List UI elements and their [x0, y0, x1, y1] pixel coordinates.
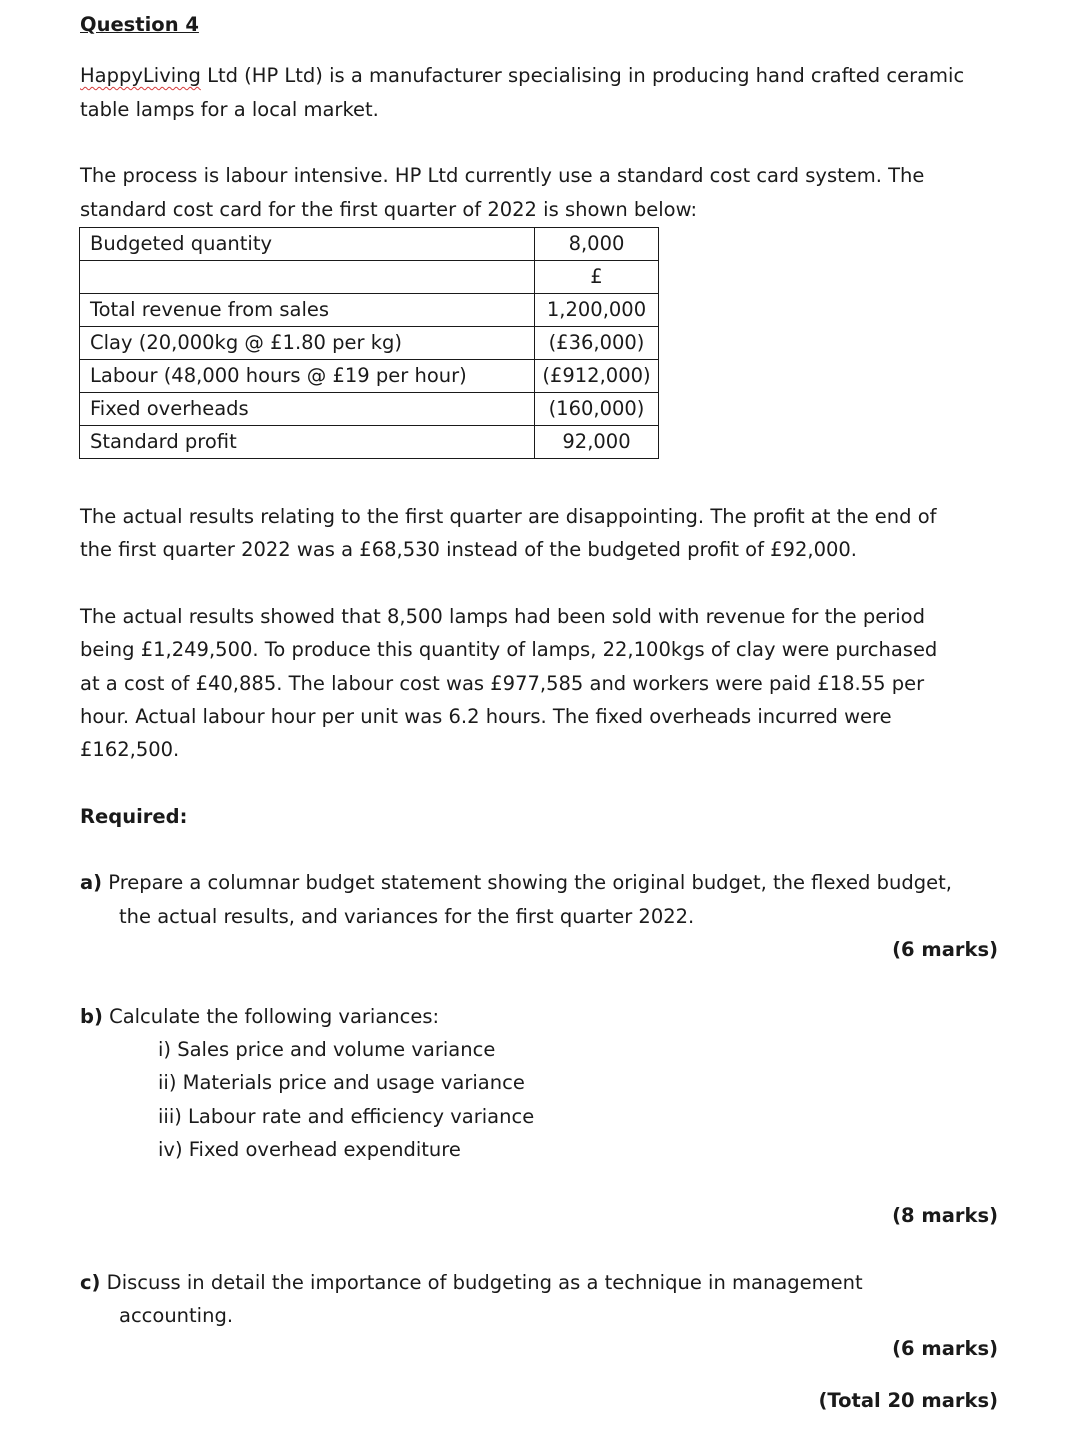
- part-c-line-2: accounting.: [119, 1304, 234, 1327]
- standard-cost-card-table: [79, 227, 659, 459]
- question-title: Question 4: [80, 13, 199, 36]
- row-value: 92,000: [535, 426, 659, 459]
- part-c-text: Discuss in detail the importance of budgeting as a technique in management: [100, 1271, 863, 1294]
- row-value: £: [535, 261, 659, 294]
- actuals-p1-line-2: the first quarter 2022 was a £68,530 instead of the budgeted profit of £92,000.: [80, 538, 857, 561]
- row-label: [80, 261, 535, 294]
- total-marks: (Total 20 marks): [818, 1389, 998, 1412]
- part-a-label: a): [80, 871, 103, 894]
- row-label: Clay (20,000kg @ £1.80 per kg): [80, 327, 535, 360]
- process-line-2: standard cost card for the first quarter of 2022 is shown below:: [80, 198, 698, 221]
- table-row: [80, 327, 659, 360]
- part-a-text: Prepare a columnar budget statement showing the original budget, the flexed budget,: [102, 871, 952, 894]
- row-value: 1,200,000: [535, 294, 659, 327]
- row-value: (£36,000): [535, 327, 659, 360]
- table-row: [80, 261, 659, 294]
- part-a-line-1: [80, 866, 1010, 900]
- row-label: Total revenue from sales: [80, 294, 535, 327]
- part-b-line-1: [80, 1000, 1010, 1034]
- part-b-item: iii) Labour rate and efficiency variance: [158, 1105, 535, 1128]
- actuals-p2-line-4: hour. Actual labour hour per unit was 6.2 hours. The fixed overheads incurred were: [80, 705, 892, 728]
- row-value: (160,000): [535, 393, 659, 426]
- row-label: Labour (48,000 hours @ £19 per hour): [80, 360, 535, 393]
- part-a-marks: (6 marks): [892, 938, 998, 961]
- actuals-p2-line-2: being £1,249,500. To produce this quantity of lamps, 22,100kgs of clay were purchased: [80, 638, 938, 661]
- intro-rest: Ltd (HP Ltd) is a manufacturer specialising in producing hand crafted ceramic: [200, 64, 965, 87]
- part-b-text: Calculate the following variances:: [102, 1005, 440, 1028]
- actuals-p2-line-5: £162,500.: [80, 738, 180, 761]
- row-label: Fixed overheads: [80, 393, 535, 426]
- intro-line-1: [80, 59, 1010, 93]
- part-a-line-2: the actual results, and variances for the first quarter 2022.: [119, 905, 695, 928]
- part-c-label: c): [80, 1271, 101, 1294]
- part-c-marks: (6 marks): [892, 1337, 998, 1360]
- required-heading: Required:: [80, 805, 188, 828]
- intro-line-2: table lamps for a local market.: [80, 98, 379, 121]
- actuals-p1-line-1: The actual results relating to the first quarter are disappointing. The profit at the end of: [80, 505, 937, 528]
- part-b-item: i) Sales price and volume variance: [158, 1038, 496, 1061]
- row-label: Budgeted quantity: [80, 228, 535, 261]
- part-c-line-1: [80, 1266, 1010, 1300]
- process-line-1: The process is labour intensive. HP Ltd currently use a standard cost card system. The: [80, 164, 925, 187]
- row-value: 8,000: [535, 228, 659, 261]
- part-b-marks: (8 marks): [892, 1204, 998, 1227]
- table-row: [80, 393, 659, 426]
- actuals-p2-line-1: The actual results showed that 8,500 lamps had been sold with revenue for the period: [80, 605, 925, 628]
- company-name: HappyLiving: [80, 64, 201, 87]
- part-b-label: b): [80, 1005, 103, 1028]
- actuals-p2-line-3: at a cost of £40,885. The labour cost was £977,585 and workers were paid £18.55 per: [80, 672, 925, 695]
- table-row: [80, 426, 659, 459]
- table-row: [80, 360, 659, 393]
- part-b-item: iv) Fixed overhead expenditure: [158, 1138, 461, 1161]
- table-row: [80, 294, 659, 327]
- part-b-item: ii) Materials price and usage variance: [158, 1071, 525, 1094]
- row-value: (£912,000): [535, 360, 659, 393]
- row-label: Standard profit: [80, 426, 535, 459]
- table-row: [80, 228, 659, 261]
